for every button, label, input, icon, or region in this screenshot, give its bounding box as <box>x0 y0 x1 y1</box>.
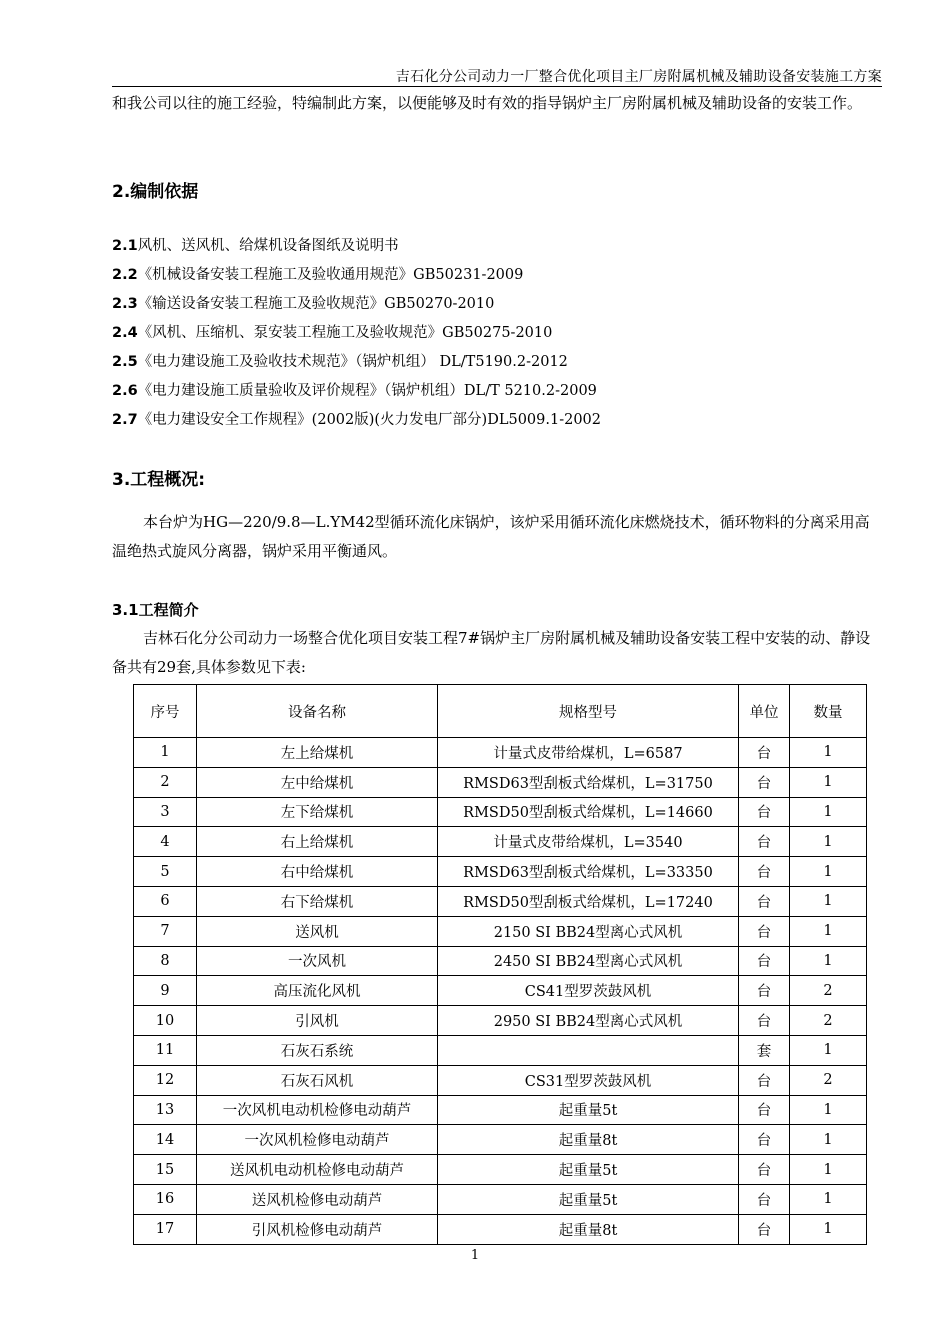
cell-spec <box>438 1035 739 1065</box>
cell-spec: CS41型罗茨鼓风机 <box>438 976 739 1006</box>
cell-index: 9 <box>134 976 197 1006</box>
table-row <box>134 976 867 1006</box>
cell-unit: 台 <box>739 857 790 887</box>
cell-index: 1 <box>134 738 197 768</box>
reference-text: 《风机、压缩机、泵安装工程施工及验收规范》GB50275-2010 <box>137 325 553 341</box>
cell-equipment-name: 一次风机电动机检修电动葫芦 <box>197 1095 438 1125</box>
cell-equipment-name: 送风机电动机检修电动葫芦 <box>197 1155 438 1185</box>
reference-item <box>112 406 601 435</box>
table-row <box>134 916 867 946</box>
table-row <box>134 1065 867 1095</box>
cell-quantity: 1 <box>790 1095 867 1125</box>
section-3-heading: 3.工程概况: <box>112 470 206 490</box>
cell-unit: 台 <box>739 738 790 768</box>
cell-spec: 起重量5t <box>438 1155 739 1185</box>
cell-equipment-name: 左下给煤机 <box>197 797 438 827</box>
cell-equipment-name: 送风机 <box>197 916 438 946</box>
cell-quantity: 1 <box>790 1125 867 1155</box>
reference-number: 2.2 <box>112 267 138 283</box>
cell-index: 3 <box>134 797 197 827</box>
cell-index: 13 <box>134 1095 197 1125</box>
reference-text: 《电力建设安全工作规程》(2002版)(火力发电厂部分)DL5009.1-2002 <box>137 412 602 428</box>
reference-item <box>112 232 601 261</box>
table-row <box>134 1155 867 1185</box>
cell-quantity: 1 <box>790 1184 867 1214</box>
cell-equipment-name: 引风机 <box>197 1006 438 1036</box>
cell-unit: 台 <box>739 767 790 797</box>
table-row <box>134 1125 867 1155</box>
cell-spec: RMSD63型刮板式给煤机，L=33350 <box>438 857 739 887</box>
equipment-table <box>133 684 867 1245</box>
column-header-unit: 单位 <box>739 685 790 738</box>
table-row <box>134 1214 867 1244</box>
cell-unit: 套 <box>739 1035 790 1065</box>
cell-spec: 起重量5t <box>438 1095 739 1125</box>
reference-item <box>112 377 601 406</box>
cell-quantity: 1 <box>790 827 867 857</box>
cell-equipment-name: 一次风机 <box>197 946 438 976</box>
cell-spec: 2450 SI BB24型离心式风机 <box>438 946 739 976</box>
cell-quantity: 2 <box>790 1006 867 1036</box>
cell-unit: 台 <box>739 1095 790 1125</box>
intro-paragraph: 和我公司以往的施工经验，特编制此方案，以便能够及时有效的指导锅炉主厂房附属机械及辅助设备的安装工作。 <box>112 94 863 112</box>
table-row <box>134 767 867 797</box>
cell-quantity: 1 <box>790 916 867 946</box>
table-body <box>134 738 867 1245</box>
cell-quantity: 2 <box>790 1065 867 1095</box>
table-row <box>134 1095 867 1125</box>
cell-equipment-name: 石灰石系统 <box>197 1035 438 1065</box>
reference-text: 《输送设备安装工程施工及验收规范》GB50270-2010 <box>137 296 495 312</box>
cell-equipment-name: 高压流化风机 <box>197 976 438 1006</box>
cell-quantity: 1 <box>790 886 867 916</box>
column-header-spec: 规格型号 <box>438 685 739 738</box>
cell-unit: 台 <box>739 1065 790 1095</box>
column-header-quantity: 数量 <box>790 685 867 738</box>
overview-paragraph: 本台炉为HG—220/9.8—L.YM42型循环流化床锅炉，该炉采用循环流化床燃烧技术，循环物料的分离采用高温绝热式旋风分离器，锅炉采用平衡通风。 <box>112 513 870 560</box>
cell-unit: 台 <box>739 1184 790 1214</box>
reference-number: 2.6 <box>112 383 138 399</box>
reference-item <box>112 348 601 377</box>
cell-equipment-name: 引风机检修电动葫芦 <box>197 1214 438 1244</box>
cell-index: 12 <box>134 1065 197 1095</box>
cell-quantity: 1 <box>790 1035 867 1065</box>
reference-number: 2.5 <box>112 354 138 370</box>
cell-equipment-name: 一次风机检修电动葫芦 <box>197 1125 438 1155</box>
cell-unit: 台 <box>739 946 790 976</box>
reference-number: 2.7 <box>112 412 138 428</box>
cell-unit: 台 <box>739 1006 790 1036</box>
cell-spec: 起重量8t <box>438 1214 739 1244</box>
table-header-row <box>134 685 867 738</box>
cell-spec: 计量式皮带给煤机，L=3540 <box>438 827 739 857</box>
cell-spec: CS31型罗茨鼓风机 <box>438 1065 739 1095</box>
cell-spec: RMSD50型刮板式给煤机，L=17240 <box>438 886 739 916</box>
cell-index: 16 <box>134 1184 197 1214</box>
page-number: 1 <box>470 1248 480 1263</box>
table-row <box>134 1184 867 1214</box>
cell-equipment-name: 右中给煤机 <box>197 857 438 887</box>
cell-index: 8 <box>134 946 197 976</box>
cell-spec: 计量式皮带给煤机，L=6587 <box>438 738 739 768</box>
table-row <box>134 857 867 887</box>
cell-index: 15 <box>134 1155 197 1185</box>
cell-quantity: 1 <box>790 1155 867 1185</box>
cell-quantity: 1 <box>790 946 867 976</box>
cell-equipment-name: 右下给煤机 <box>197 886 438 916</box>
cell-unit: 台 <box>739 1125 790 1155</box>
cell-index: 2 <box>134 767 197 797</box>
cell-index: 6 <box>134 886 197 916</box>
table-row <box>134 1006 867 1036</box>
cell-quantity: 1 <box>790 797 867 827</box>
cell-quantity: 2 <box>790 976 867 1006</box>
reference-number: 2.3 <box>112 296 138 312</box>
cell-spec: 2950 SI BB24型离心式风机 <box>438 1006 739 1036</box>
cell-equipment-name: 左中给煤机 <box>197 767 438 797</box>
table-row <box>134 738 867 768</box>
section-3-1-heading: 3.1工程简介 <box>112 601 199 619</box>
cell-index: 4 <box>134 827 197 857</box>
cell-spec: RMSD63型刮板式给煤机，L=31750 <box>438 767 739 797</box>
reference-text: 风机、送风机、给煤机设备图纸及说明书 <box>137 238 399 254</box>
cell-index: 5 <box>134 857 197 887</box>
cell-equipment-name: 送风机检修电动葫芦 <box>197 1184 438 1214</box>
cell-quantity: 1 <box>790 738 867 768</box>
cell-equipment-name: 右上给煤机 <box>197 827 438 857</box>
cell-quantity: 1 <box>790 767 867 797</box>
column-header-name: 设备名称 <box>197 685 438 738</box>
cell-unit: 台 <box>739 916 790 946</box>
reference-item <box>112 290 601 319</box>
header-divider <box>112 86 882 87</box>
cell-spec: 2150 SI BB24型离心式风机 <box>438 916 739 946</box>
cell-quantity: 1 <box>790 857 867 887</box>
reference-number: 2.1 <box>112 238 138 254</box>
reference-text: 《电力建设施工质量验收及评价规程》（锅炉机组）DL/T 5210.2-2009 <box>137 383 597 399</box>
cell-index: 14 <box>134 1125 197 1155</box>
table-row <box>134 797 867 827</box>
project-intro-paragraph: 吉林石化分公司动力一场整合优化项目安装工程7#锅炉主厂房附属机械及辅助设备安装工程中安装的动、静设备共有29套,具体参数见下表: <box>112 629 871 676</box>
reference-list <box>112 232 601 435</box>
cell-unit: 台 <box>739 886 790 916</box>
cell-spec: RMSD50型刮板式给煤机，L=14660 <box>438 797 739 827</box>
cell-unit: 台 <box>739 1155 790 1185</box>
cell-unit: 台 <box>739 976 790 1006</box>
cell-index: 7 <box>134 916 197 946</box>
cell-equipment-name: 左上给煤机 <box>197 738 438 768</box>
cell-unit: 台 <box>739 1214 790 1244</box>
cell-unit: 台 <box>739 827 790 857</box>
reference-text: 《电力建设施工及验收技术规范》（锅炉机组） DL/T5190.2-2012 <box>137 354 568 370</box>
reference-number: 2.4 <box>112 325 138 341</box>
column-header-index: 序号 <box>134 685 197 738</box>
table-row <box>134 946 867 976</box>
table-row <box>134 827 867 857</box>
cell-spec: 起重量8t <box>438 1125 739 1155</box>
cell-equipment-name: 石灰石风机 <box>197 1065 438 1095</box>
page-header: 吉石化分公司动力一厂整合优化项目主厂房附属机械及辅助设备安装施工方案 <box>395 69 882 85</box>
cell-quantity: 1 <box>790 1214 867 1244</box>
section-2-heading: 2.编制依据 <box>112 182 199 202</box>
reference-item <box>112 319 601 348</box>
cell-unit: 台 <box>739 797 790 827</box>
reference-text: 《机械设备安装工程施工及验收通用规范》GB50231-2009 <box>137 267 524 283</box>
cell-index: 11 <box>134 1035 197 1065</box>
reference-item <box>112 261 601 290</box>
table-row <box>134 1035 867 1065</box>
cell-index: 10 <box>134 1006 197 1036</box>
cell-index: 17 <box>134 1214 197 1244</box>
cell-spec: 起重量5t <box>438 1184 739 1214</box>
table-row <box>134 886 867 916</box>
